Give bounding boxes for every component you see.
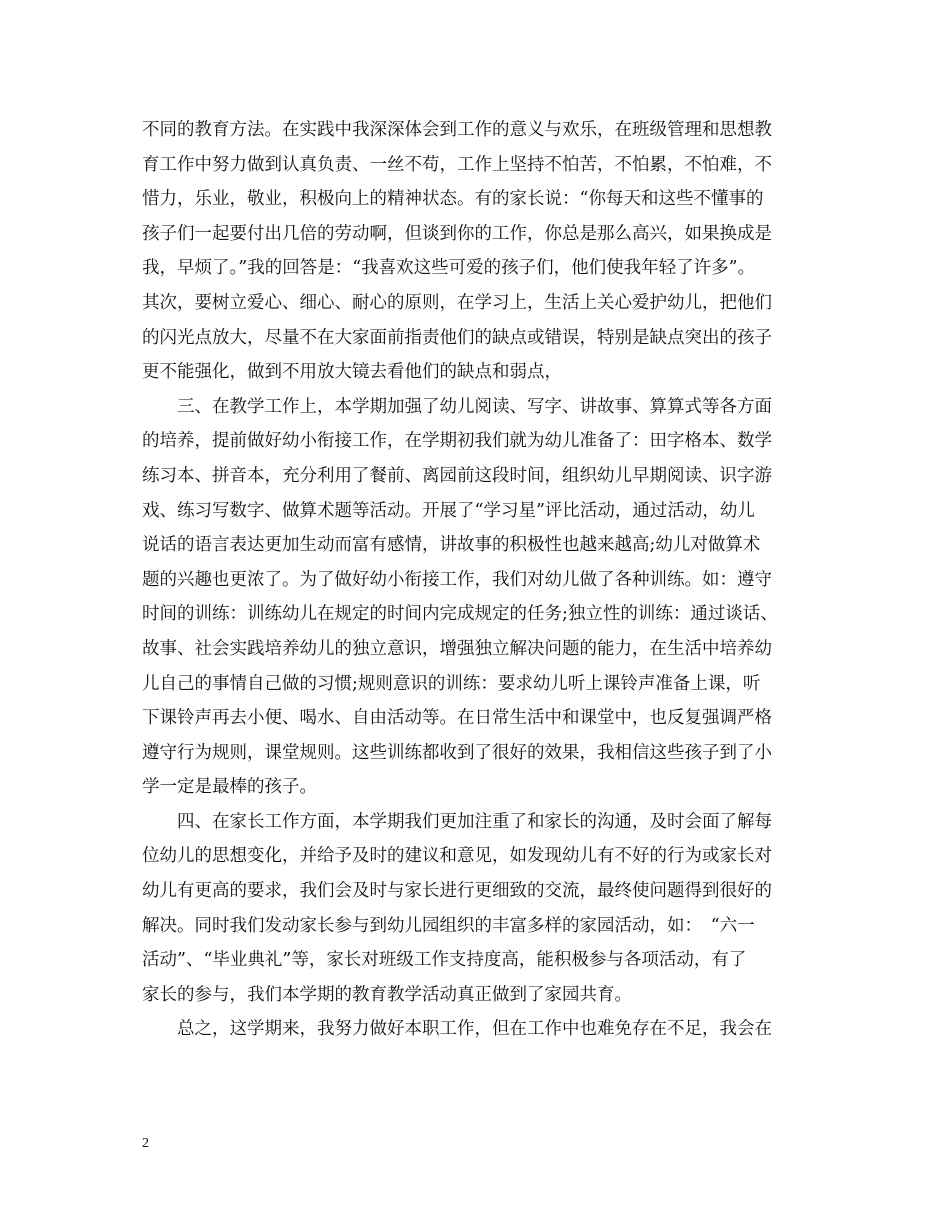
text-line: 育工作中努力做到认真负责、一丝不苟，工作上坚持不怕苦，不怕累，不怕难，不: [142, 154, 772, 175]
paragraph: [142, 390, 822, 805]
text-line: 位幼儿的思想变化，并给予及时的建议和意见，如发现幼儿有不好的行为或家长对: [142, 846, 772, 867]
text-line: 活动”、“毕业典礼”等，家长对班级工作支持度高，能积极参与各项活动，有了: [142, 950, 747, 971]
text-line: 其次，要树立爱心、细心、耐心的原则，在学习上，生活上关心爱护幼儿，把他们: [142, 292, 772, 313]
paragraph: [142, 805, 822, 1013]
body-text: [142, 113, 822, 1047]
text-line: 的闪光点放大，尽量不在大家面前指责他们的缺点或错误，特别是缺点突出的孩子: [142, 327, 772, 348]
text-line: 三、在教学工作上，本学期加强了幼儿阅读、写字、讲故事、算算式等各方面: [177, 396, 772, 417]
text-line: 故事、社会实践培养幼儿的独立意识，增强独立解决问题的能力，在生活中培养幼: [142, 638, 772, 659]
text-line: 幼儿有更高的要求，我们会及时与家长进行更细致的交流，最终使问题得到很好的: [142, 881, 772, 902]
paragraph: [142, 1012, 822, 1047]
text-line: 惜力，乐业，敬业，积极向上的精神状态。有的家长说：“你每天和这些不懂事的: [142, 189, 764, 210]
text-line: 总之，这学期来，我努力做好本职工作，但在工作中也难免存在不足，我会在: [177, 1019, 772, 1040]
page-number: 2: [142, 1136, 149, 1151]
text-line: 下课铃声再去小便、喝水、自由活动等。在日常生活中和课堂中，也反复强调严格: [142, 708, 772, 729]
text-line: 孩子们一起要付出几倍的劳动啊，但谈到你的工作，你总是那么高兴，如果换成是: [142, 223, 772, 244]
text-line: 练习本、拼音本，充分利用了餐前、离园前这段时间，组织幼儿早期阅读、识字游: [142, 465, 772, 486]
text-line: 戏、练习写数字、做算术题等活动。开展了“学习星”评比活动，通过活动，幼儿: [142, 500, 755, 521]
text-line: 题的兴趣也更浓了。为了做好幼小衔接工作，我们对幼儿做了各种训练。如：遵守: [142, 569, 772, 590]
text-line: 不同的教育方法。在实践中我深深体会到工作的意义与欢乐，在班级管理和思想教: [142, 120, 772, 140]
text-line: 四、在家长工作方面，本学期我们更加注重了和家长的沟通，及时会面了解每: [177, 811, 772, 832]
text-line: 更不能强化，做到不用放大镜去看他们的缺点和弱点，: [142, 362, 562, 383]
text-line: 家长的参与，我们本学期的教育教学活动真正做到了家园共育。: [142, 984, 632, 1005]
text-line: 的培养，提前做好幼小衔接工作，在学期初我们就为幼儿准备了：田字格本、数学: [142, 431, 772, 452]
paragraph: [142, 113, 822, 390]
text-line: 解决。同时我们发动家长参与到幼儿园组织的丰富多样的家园活动，如： “六一: [142, 915, 755, 936]
text-line: 说话的语言表达更加生动而富有感情，讲故事的积极性也越来越高;幼儿对做算术: [142, 535, 761, 556]
text-line: 遵守行为规则，课堂规则。这些训练都收到了很好的效果，我相信这些孩子到了小: [142, 742, 772, 763]
text-line: 儿自己的事情自己做的习惯;规则意识的训练：要求幼儿听上课铃声准备上课，听: [142, 673, 761, 694]
text-line: 时间的训练：训练幼儿在规定的时间内完成规定的任务;独立性的训练：通过谈话、: [142, 604, 778, 625]
text-line: 我，早烦了。”我的回答是：“我喜欢这些可爱的孩子们，他们使我年轻了许多”。: [142, 258, 756, 279]
text-line: 学一定是最棒的孩子。: [142, 777, 317, 798]
